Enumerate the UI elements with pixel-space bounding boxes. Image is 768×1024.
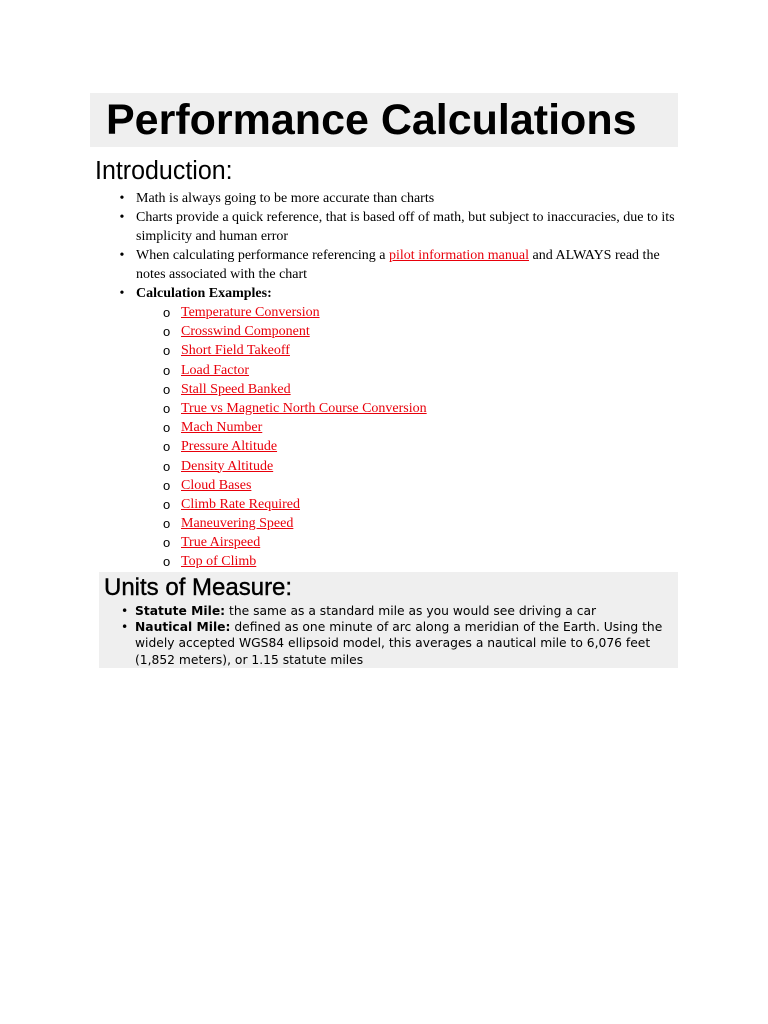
units-of-measure-heading: Units of Measure: xyxy=(104,574,293,601)
example-item xyxy=(136,552,680,571)
units-of-measure-section xyxy=(99,572,678,668)
pilot-information-manual-link[interactable]: pilot information manual xyxy=(389,248,530,263)
example-link-temperature-conversion[interactable]: Temperature Conversion xyxy=(181,305,320,320)
example-item xyxy=(136,380,680,399)
intro-bullet-3-prefix: When calculating performance referencing a xyxy=(136,248,390,263)
example-item xyxy=(136,476,680,495)
statute-mile-text: the same as a standard mile as you would see driving a car xyxy=(225,604,597,618)
example-item xyxy=(136,418,680,437)
circle-bullet-icon: o xyxy=(163,516,171,532)
introduction-heading: Introduction: xyxy=(95,156,233,186)
example-item xyxy=(136,457,680,476)
example-item xyxy=(136,495,680,514)
units-list xyxy=(121,603,676,668)
example-link-load-factor[interactable]: Load Factor xyxy=(181,362,250,378)
nautical-mile-label: Nautical Mile: xyxy=(135,620,231,635)
example-link-true-vs-magnetic[interactable]: True vs Magnetic North Course Conversion xyxy=(181,400,427,416)
example-link-top-of-climb[interactable]: Top of Climb xyxy=(181,554,257,570)
circle-bullet-icon: o xyxy=(163,362,171,378)
example-item xyxy=(136,361,680,380)
bullet-icon: • xyxy=(119,210,125,225)
circle-bullet-icon: o xyxy=(163,400,171,416)
intro-bullet-2-text: Charts provide a quick reference, that is based off of math, but subject to inaccuracies, due to its simplicity and human error xyxy=(136,210,675,244)
circle-bullet-icon: o xyxy=(163,477,171,493)
list-item xyxy=(121,603,676,619)
circle-bullet-icon: o xyxy=(163,535,171,551)
list-item xyxy=(121,619,676,668)
circle-bullet-icon: o xyxy=(163,496,171,512)
introduction-list xyxy=(115,189,680,572)
intro-bullet-1-text: Math is always going to be more accurate than charts xyxy=(136,191,435,206)
example-link-crosswind-component[interactable]: Crosswind Component xyxy=(181,324,310,340)
circle-bullet-icon: o xyxy=(163,554,171,570)
list-item xyxy=(115,208,680,246)
circle-bullet-icon: o xyxy=(163,458,171,474)
circle-bullet-icon: o xyxy=(163,324,171,340)
bullet-icon: • xyxy=(121,604,129,618)
circle-bullet-icon: o xyxy=(163,420,171,436)
circle-bullet-icon: o xyxy=(163,305,171,320)
circle-bullet-icon: o xyxy=(163,343,171,359)
bullet-icon: • xyxy=(119,286,125,301)
example-item xyxy=(136,437,680,456)
example-link-short-field-takeoff[interactable]: Short Field Takeoff xyxy=(181,343,290,359)
example-link-density-altitude[interactable]: Density Altitude xyxy=(181,458,274,474)
example-link-cloud-bases[interactable]: Cloud Bases xyxy=(181,477,252,493)
statute-mile-label: Statute Mile: xyxy=(135,604,226,618)
bullet-icon: • xyxy=(119,248,125,263)
calculation-examples-list xyxy=(136,303,680,572)
nautical-mile-text: defined as one minute of arc along a meridian of the Earth. Using the widely accepted WGS84 ellipsoid model, this averages a nautical mile to 6,076 feet (1,852 meters), or 1.15 statute miles xyxy=(135,620,663,667)
example-link-mach-number[interactable]: Mach Number xyxy=(181,420,263,436)
example-item xyxy=(136,399,680,418)
example-item xyxy=(136,322,680,341)
list-item xyxy=(115,189,680,208)
example-item xyxy=(136,533,680,552)
example-link-stall-speed-banked[interactable]: Stall Speed Banked xyxy=(181,381,291,397)
example-item xyxy=(136,514,680,533)
intro-bullet-3-suffix: and ALWAYS read the notes associated with the chart xyxy=(136,248,660,282)
page-title: Performance Calculations xyxy=(106,96,637,144)
calculation-examples-label: Calculation Examples: xyxy=(136,286,272,301)
example-link-maneuvering-speed[interactable]: Maneuvering Speed xyxy=(181,516,294,532)
example-link-pressure-altitude[interactable]: Pressure Altitude xyxy=(181,439,278,455)
list-item xyxy=(115,246,680,284)
circle-bullet-icon: o xyxy=(163,381,171,397)
example-item xyxy=(136,303,680,322)
example-item xyxy=(136,341,680,360)
example-link-true-airspeed[interactable]: True Airspeed xyxy=(181,535,261,551)
list-item xyxy=(115,284,680,572)
circle-bullet-icon: o xyxy=(163,439,171,455)
bullet-icon: • xyxy=(119,191,125,206)
bullet-icon: • xyxy=(121,620,129,635)
example-link-climb-rate-required[interactable]: Climb Rate Required xyxy=(181,496,300,512)
title-banner xyxy=(90,93,678,147)
